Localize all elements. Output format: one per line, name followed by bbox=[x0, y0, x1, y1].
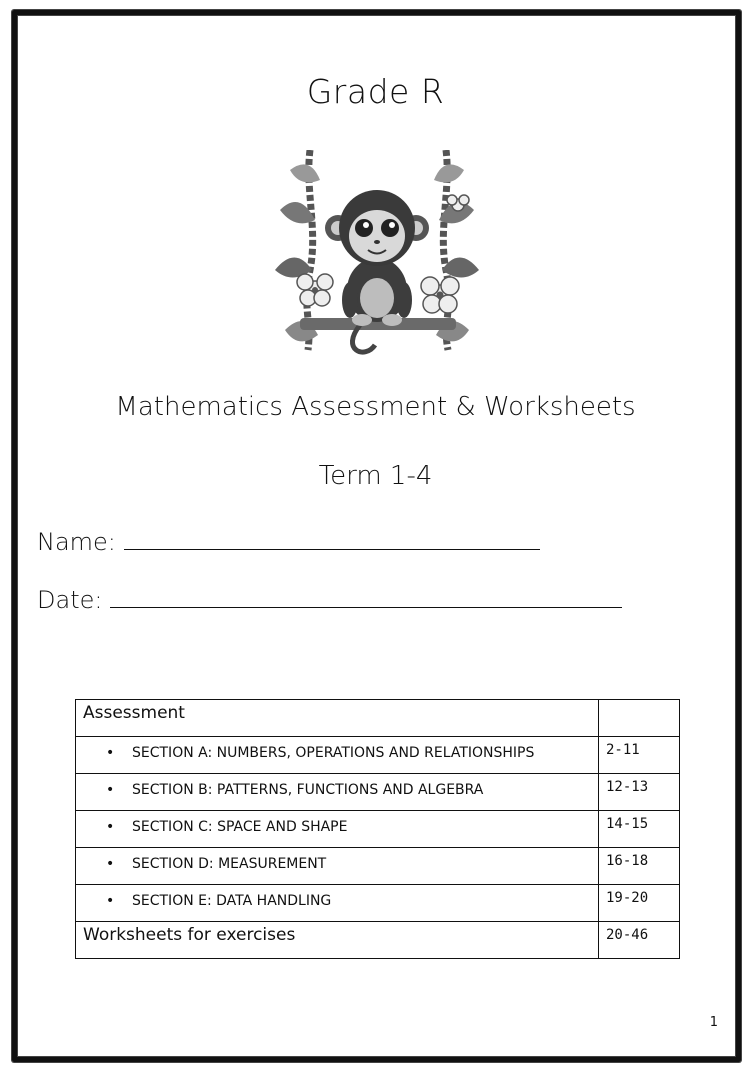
row-label-cell bbox=[76, 885, 599, 922]
table-row-worksheets bbox=[76, 922, 680, 959]
monkey-on-swing-icon bbox=[270, 150, 484, 362]
name-field bbox=[37, 528, 540, 556]
monkey-illustration bbox=[270, 150, 484, 362]
row-label: SECTION C: SPACE AND SHAPE bbox=[132, 819, 348, 835]
name-blank-line bbox=[124, 533, 540, 550]
table-row-assessment bbox=[76, 700, 680, 737]
row-label-cell bbox=[76, 811, 599, 848]
row-pages: 14-15 bbox=[599, 811, 680, 848]
table-row-section-d bbox=[76, 848, 680, 885]
row-label: SECTION B: PATTERNS, FUNCTIONS AND ALGEBRA bbox=[132, 782, 484, 798]
row-label: SECTION A: NUMBERS, OPERATIONS AND RELATIONSHIPS bbox=[132, 745, 535, 761]
row-label: Worksheets for exercises bbox=[76, 922, 599, 959]
row-label: SECTION E: DATA HANDLING bbox=[132, 893, 332, 909]
row-pages: 12-13 bbox=[599, 774, 680, 811]
row-label-cell bbox=[76, 848, 599, 885]
document-subtitle: Mathematics Assessment & Worksheets bbox=[115, 392, 636, 422]
table-row-section-b bbox=[76, 774, 680, 811]
date-field bbox=[37, 586, 622, 614]
bullet-icon: • bbox=[106, 893, 115, 909]
bullet-icon: • bbox=[106, 819, 115, 835]
row-label: SECTION D: MEASUREMENT bbox=[132, 856, 327, 872]
row-label-cell bbox=[76, 774, 599, 811]
contents-table bbox=[75, 699, 680, 959]
table-row-section-c bbox=[76, 811, 680, 848]
row-label-cell bbox=[76, 737, 599, 774]
bullet-icon: • bbox=[106, 782, 115, 798]
row-pages: 16-18 bbox=[599, 848, 680, 885]
date-label: Date: bbox=[37, 586, 103, 614]
bullet-icon: • bbox=[106, 856, 115, 872]
table-row-section-a bbox=[76, 737, 680, 774]
table-row-section-e bbox=[76, 885, 680, 922]
date-blank-line bbox=[110, 591, 622, 608]
name-label: Name: bbox=[37, 528, 116, 556]
row-pages bbox=[599, 700, 680, 737]
page-number: 1 bbox=[709, 1015, 718, 1030]
bullet-icon: • bbox=[106, 745, 115, 761]
row-pages: 19-20 bbox=[599, 885, 680, 922]
row-pages: 2-11 bbox=[599, 737, 680, 774]
row-pages: 20-46 bbox=[599, 922, 680, 959]
term-label: Term 1-4 bbox=[318, 461, 433, 491]
row-label: Assessment bbox=[76, 700, 599, 737]
page-title: Grade R bbox=[306, 72, 445, 111]
